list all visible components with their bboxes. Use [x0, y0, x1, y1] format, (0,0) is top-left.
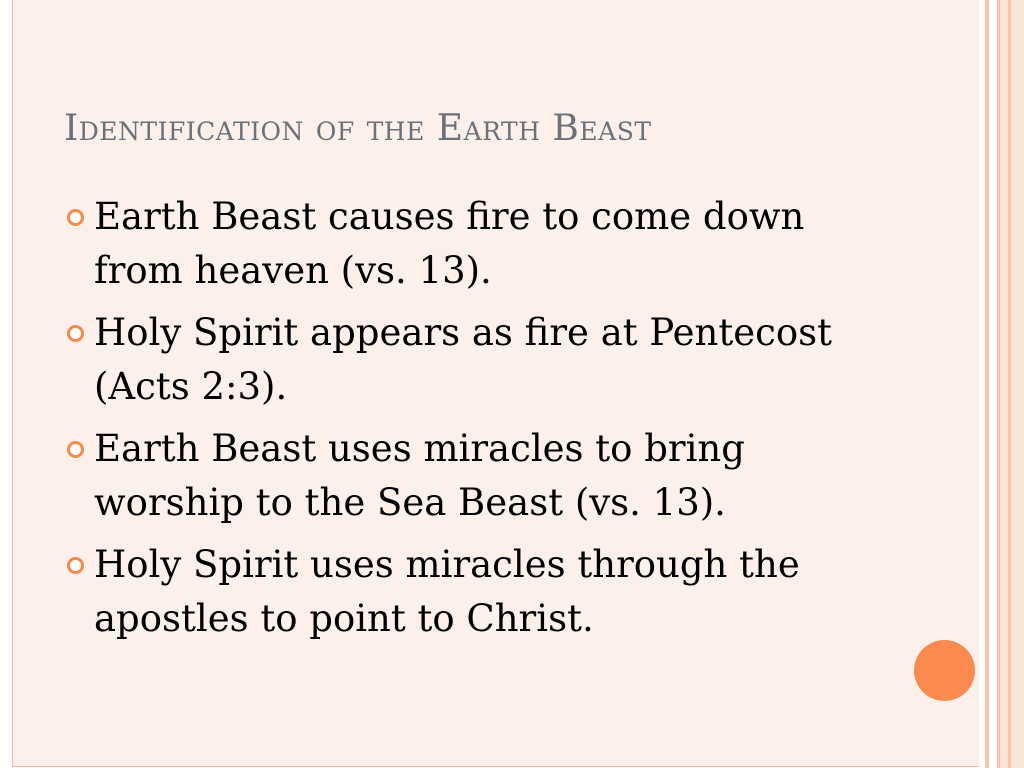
right-decorative-stripe	[989, 0, 997, 768]
bullet-item	[64, 190, 844, 298]
bullet-item	[64, 306, 844, 414]
slide-title: Identification of the Earth Beast	[64, 108, 652, 149]
bullet-text: Holy Spirit uses miracles through the apostles to point to Christ.	[94, 543, 800, 640]
right-decorative-stripe	[1011, 0, 1024, 768]
bullet-list	[64, 190, 844, 654]
bullet-text: Holy Spirit appears as fire at Pentecost (Acts 2:3).	[94, 311, 832, 408]
bullet-text: Earth Beast causes fire to come down from heaven (vs. 13).	[94, 195, 805, 292]
ring-bullet-icon	[67, 209, 84, 226]
ring-bullet-icon	[67, 441, 84, 458]
ring-bullet-icon	[67, 325, 84, 342]
bullet-text: Earth Beast uses miracles to bring worship to the Sea Beast (vs. 13).	[94, 427, 745, 524]
right-decorative-stripe	[1000, 0, 1008, 768]
ring-bullet-icon	[67, 557, 84, 574]
bullet-item	[64, 538, 844, 646]
orange-circle-decoration	[914, 640, 975, 701]
bullet-item	[64, 422, 844, 530]
